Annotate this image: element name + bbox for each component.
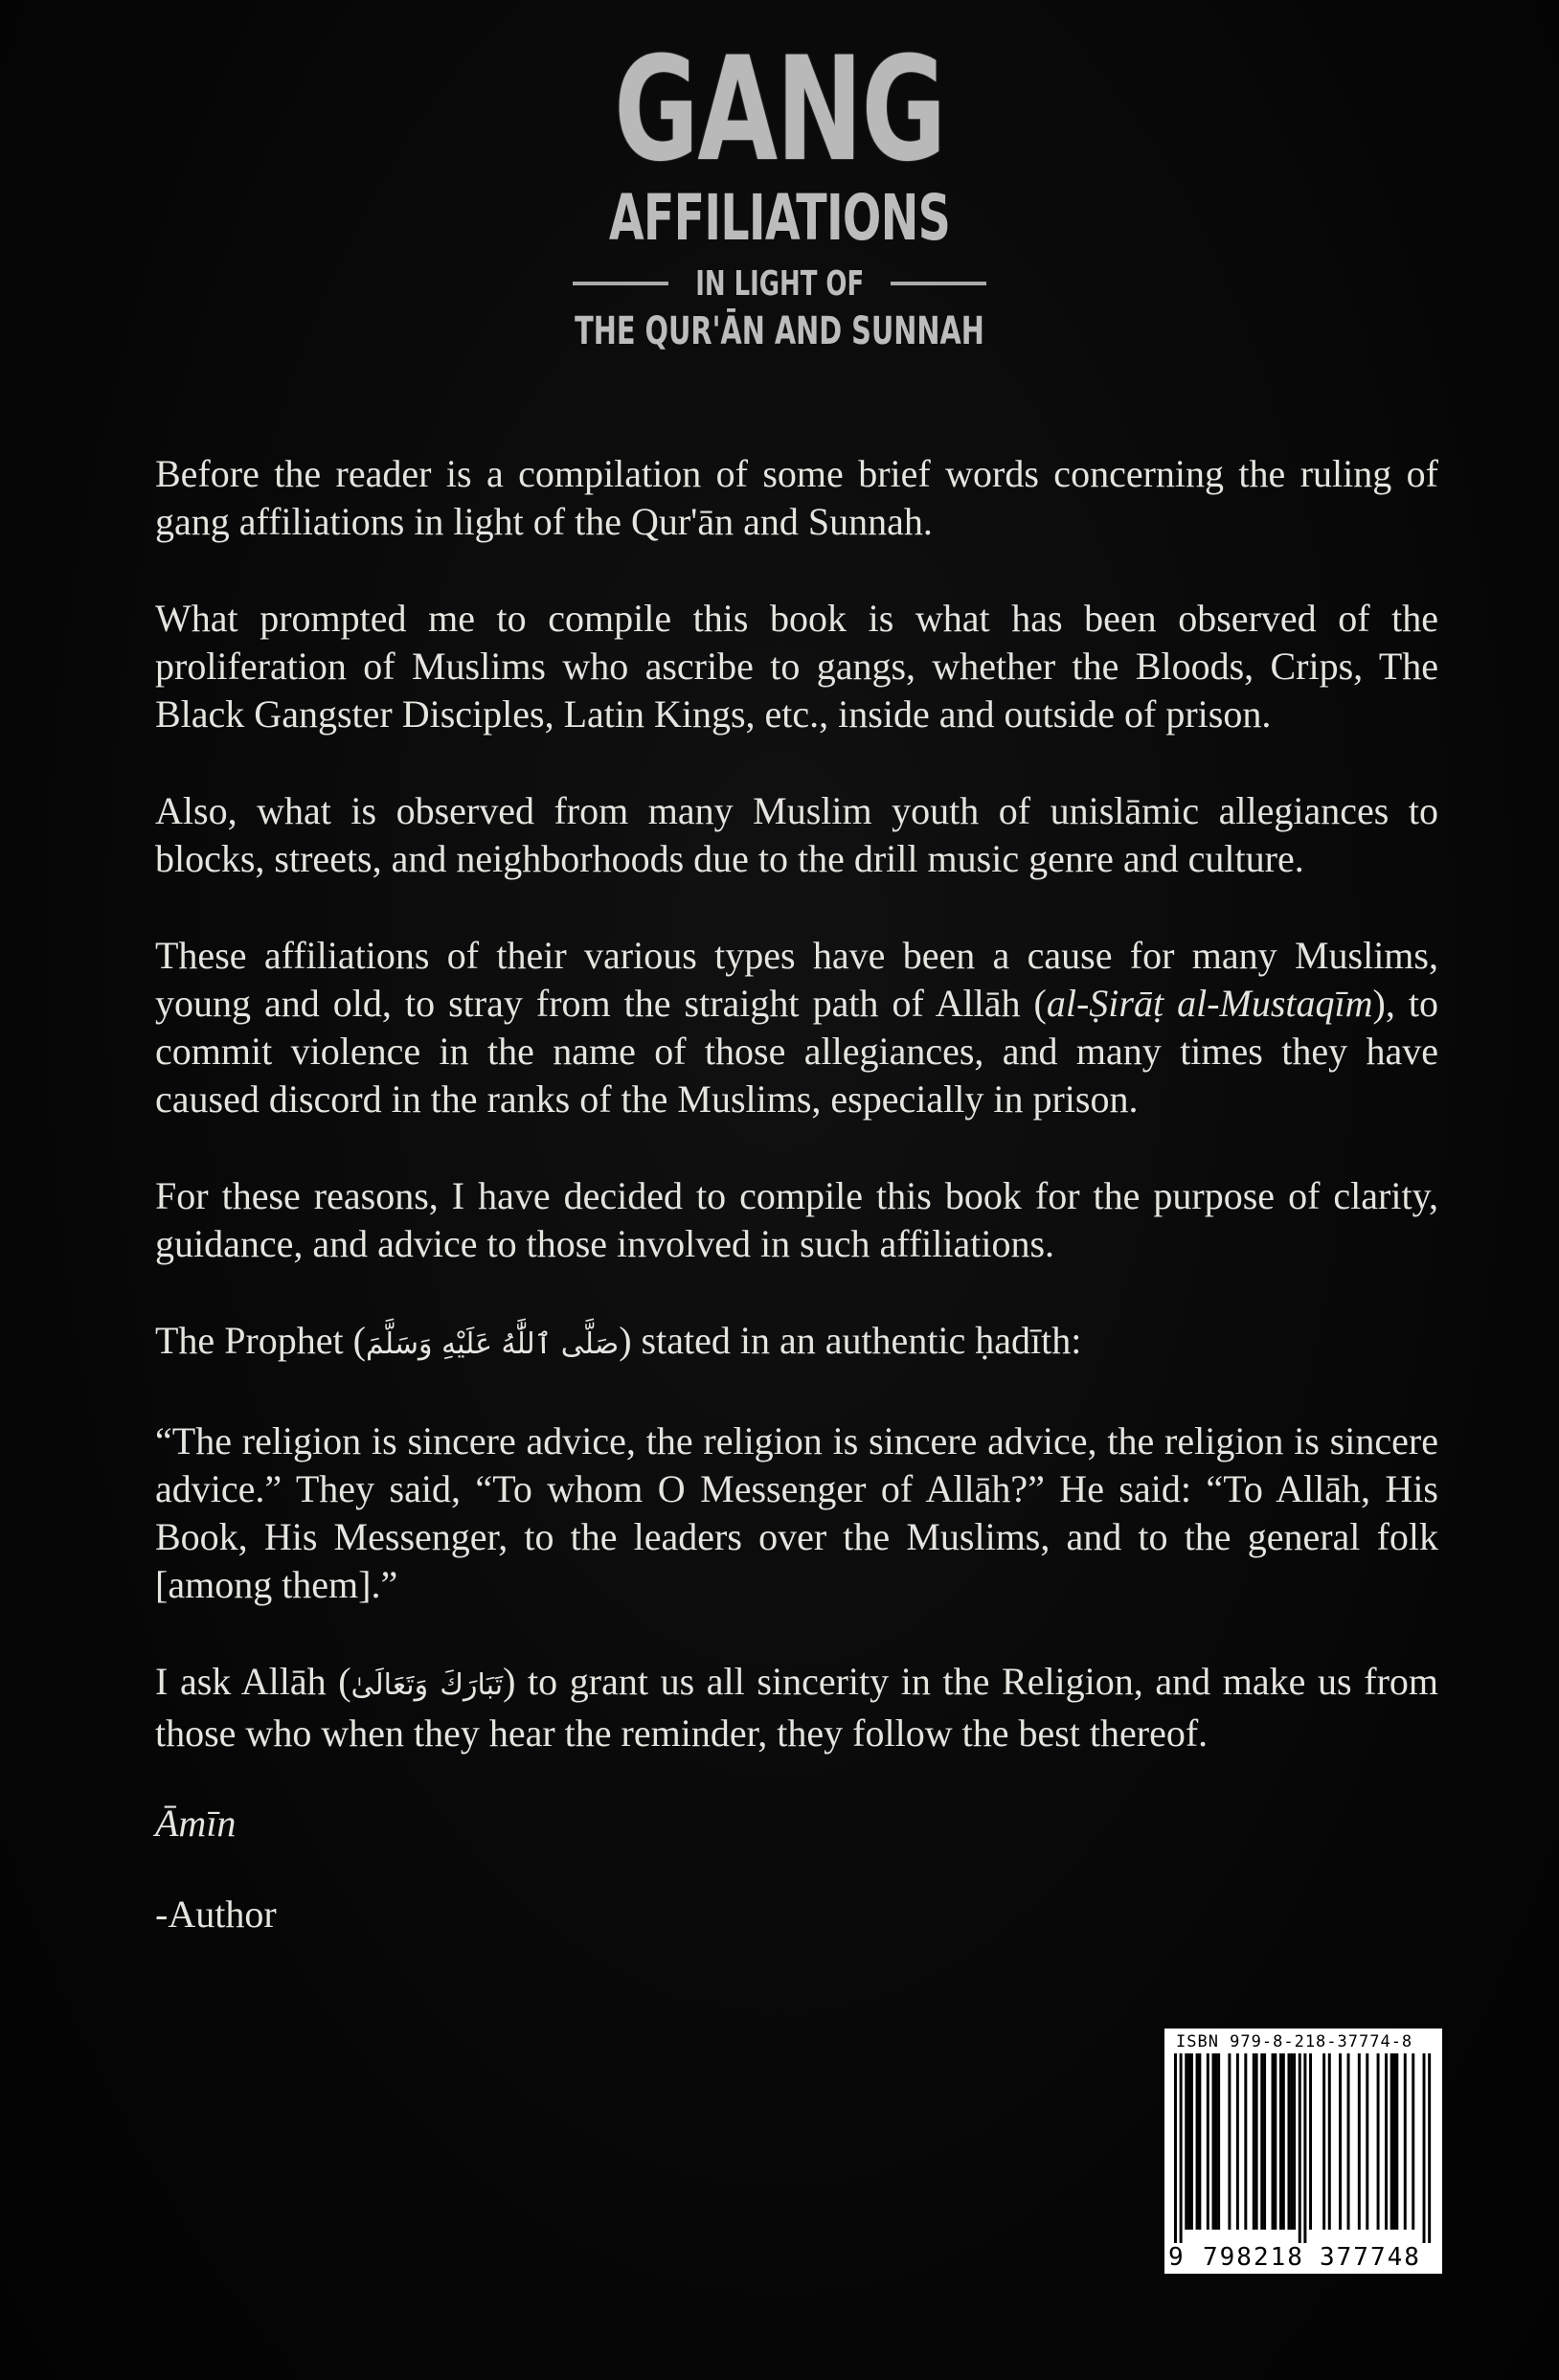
barcode-bar [1309, 2053, 1312, 2230]
paragraph-8-text-b: ) to grant us all sincerity in the Religion, and make us from those who when they hear the reminder, they follow the best thereof. [155, 1660, 1439, 1755]
barcode-bar [1385, 2053, 1388, 2230]
paragraph-8 [155, 1658, 1438, 1757]
barcode-bars [1174, 2053, 1433, 2243]
barcode-bar [1290, 2053, 1293, 2230]
barcode-bar [1423, 2053, 1426, 2243]
barcode-bar [1358, 2053, 1361, 2230]
barcode-bar [1395, 2053, 1398, 2230]
paragraph-2: What prompted me to compile this book is what has been observed of the proliferation of Muslims who ascribe to gangs, whether the Bloods, Crips, The Black Gangster Disciples, Latin Kings, etc., inside and outside of prison. [155, 597, 1438, 736]
paragraph-5: For these reasons, I have decided to compile this book for the purpose of clarity, guidance, and advice to those involved in such affiliations. [155, 1174, 1438, 1265]
paragraph-4 [155, 932, 1438, 1123]
barcode-bar [1393, 2053, 1396, 2230]
barcode-bar [1190, 2053, 1193, 2230]
barcode-bar [1211, 2053, 1214, 2230]
barcode-bar [1174, 2053, 1177, 2243]
description-text [155, 450, 1438, 1806]
barcode-bar [1347, 2053, 1350, 2230]
barcode-bar [1377, 2053, 1380, 2230]
paragraph-8-text-a: I ask Allāh ( [155, 1660, 351, 1703]
barcode-bar [1260, 2053, 1263, 2230]
barcode-bar [1217, 2053, 1220, 2230]
barcode-bar [1228, 2053, 1231, 2230]
barcode-bar [1293, 2053, 1296, 2230]
paragraph-4-text-a: These affiliations of their various types have been a cause for many Muslims, young and old, to stray from the straight path of Allāh ( [155, 934, 1438, 1025]
title-subtitle-row [0, 261, 1559, 306]
paragraph-4-text-b: ), to commit violence in the name of those allegiances, and many times they have caused discord in the ranks of the Muslims, especially in prison. [155, 982, 1438, 1121]
paragraph-1: Before the reader is a compilation of some brief words concerning the ruling of gang affiliations in light of the Qur'ān and Sunnah. [155, 452, 1438, 543]
paragraph-6-arabic-honorific: صَلَّى ٱللَّٰهُ عَلَيْهِ وَسَلَّمَ [365, 1327, 620, 1361]
barcode-bar [1322, 2053, 1325, 2230]
title-affiliations: AFFILIATIONS [608, 181, 951, 255]
barcode-bar [1244, 2053, 1247, 2230]
barcode-bar [1253, 2053, 1255, 2230]
barcode-bar [1236, 2053, 1239, 2230]
barcode-bar [1328, 2053, 1331, 2230]
isbn-digits-left: 798218 [1203, 2243, 1304, 2272]
barcode-bar [1185, 2053, 1187, 2230]
paragraph-8-arabic-honorific: تَبَارَكَ وَتَعَالَىٰ [350, 1668, 504, 1702]
barcode-bar [1187, 2053, 1190, 2230]
barcode-bar [1272, 2053, 1275, 2230]
barcode-bar [1214, 2053, 1217, 2230]
barcode-bar [1299, 2053, 1301, 2243]
paragraph-7-quote: “The religion is sincere advice, the religion is sincere advice, the religion is sincere advice.” They said, “To whom O Messenger of Allāh?” He said: “To Allāh, His Book, His Messenger, to the leaders over the Muslims, and to the general folk [among them].” [155, 1419, 1438, 1606]
paragraph-6-text-a: The Prophet ( [155, 1319, 366, 1362]
barcode-bar [1207, 2053, 1209, 2230]
isbn-barcode [1164, 2029, 1442, 2274]
barcode-bar [1303, 2053, 1306, 2243]
barcode-bar [1412, 2053, 1414, 2230]
paragraph-4-italic: al-Ṣirāṭ al-Mustaqīm [1046, 982, 1373, 1025]
barcode-bar [1339, 2053, 1342, 2230]
title-block [0, 27, 1559, 356]
isbn-label: ISBN 979-8-218-37774-8 [1176, 2032, 1413, 2051]
barcode-bar [1404, 2053, 1407, 2230]
barcode-bar [1279, 2053, 1282, 2230]
author-signoff: -Author [155, 1893, 277, 1936]
barcode-bar [1198, 2053, 1201, 2230]
barcode-bar [1274, 2053, 1277, 2230]
barcode-bar [1180, 2053, 1183, 2243]
isbn-digit-lead: 9 [1168, 2243, 1186, 2272]
barcode-bar [1196, 2053, 1199, 2230]
barcode-bar [1282, 2053, 1285, 2230]
barcode-bar [1263, 2053, 1266, 2230]
barcode-bar [1287, 2053, 1290, 2230]
title-gang: GANG [614, 27, 945, 193]
amin-text: Āmīn [155, 1802, 237, 1845]
barcode-bar [1366, 2053, 1368, 2230]
barcode-bar [1390, 2053, 1393, 2230]
paragraph-6 [155, 1317, 1438, 1369]
barcode-bar [1428, 2053, 1431, 2243]
title-quran-sunnah: THE QUR'ĀN AND SUNNAH [575, 309, 984, 353]
isbn-digits-right: 377748 [1320, 2243, 1421, 2272]
paragraph-3: Also, what is observed from many Muslim youth of unislāmic allegiances to blocks, streets, and neighborhoods due to the drill music genre and culture. [155, 789, 1438, 880]
barcode-bar [1255, 2053, 1258, 2230]
title-rule-right [891, 282, 986, 285]
paragraph-6-text-b: ) stated in an authentic ḥadīth: [619, 1319, 1082, 1362]
title-in-light-of: IN LIGHT OF [695, 263, 864, 304]
title-rule-left [573, 282, 668, 285]
